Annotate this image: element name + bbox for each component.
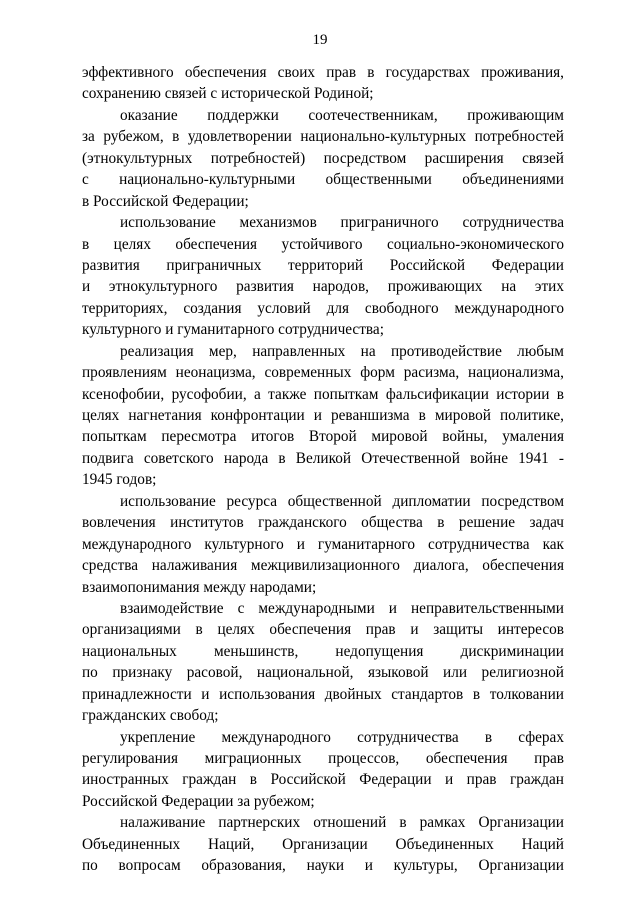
text-line: 1945 годов; xyxy=(82,471,157,489)
text-line: укрепление международного сотрудничества в сферах xyxy=(120,728,564,746)
text-line: Российской Федерации за рубежом; xyxy=(82,792,315,810)
page-number: 19 xyxy=(312,32,328,48)
paragraph xyxy=(82,105,564,212)
paragraph xyxy=(82,598,564,727)
text-line: использование механизмов приграничного сотрудничества xyxy=(120,214,564,232)
paragraph xyxy=(82,727,564,813)
paragraph xyxy=(82,341,564,491)
text-line: реализация мер, направленных на противодействие любым xyxy=(120,342,564,360)
paragraph xyxy=(82,812,564,876)
text-line: ксенофобии, русофобии, а также попыткам фальсификации истории в xyxy=(82,385,564,403)
text-line: по вопросам образования, науки и культуры, Организации xyxy=(82,857,564,875)
paragraph xyxy=(82,212,564,341)
text-line: регулирования миграционных процессов, обеспечения прав xyxy=(82,750,564,767)
text-line: иностранных граждан в Российской Федерации и прав граждан xyxy=(82,771,564,789)
document-body xyxy=(82,62,564,877)
text-line: и этнокультурного развития народов, проживающих на этих xyxy=(82,278,564,296)
text-line: взаимопонимания между народами; xyxy=(82,578,317,596)
text-line: подвига советского народа в Великой Отечественной войне 1941 - xyxy=(82,449,564,467)
text-line: международного культурного и гуманитарного сотрудничества как xyxy=(82,535,564,553)
text-line: в Российской Федерации; xyxy=(82,192,249,210)
text-line: сохранению связей с исторической Родиной; xyxy=(82,85,374,103)
text-line: гражданских свобод; xyxy=(82,707,219,725)
text-line: проявлениям неонацизма, современных форм расизма, национализма, xyxy=(82,364,564,382)
text-line: Объединенных Наций, Организации Объединенных Наций xyxy=(82,835,564,853)
text-line: развития приграничных территорий Российской Федерации xyxy=(82,256,564,274)
text-line: культурного и гуманитарного сотрудничества; xyxy=(82,321,384,339)
text-line: принадлежности и использования двойных стандартов в толковании xyxy=(82,685,564,703)
text-line: (этнокультурных потребностей) посредством расширения связей xyxy=(82,149,564,167)
text-line: организациями в целях обеспечения прав и защиты интересов xyxy=(82,621,564,639)
text-line: попыткам пересмотра итогов Второй мировой войны, умаления xyxy=(82,428,564,446)
text-line: использование ресурса общественной дипломатии посредством xyxy=(120,492,564,510)
text-line: за рубежом, в удовлетворении национально-культурных потребностей xyxy=(82,128,564,146)
text-line: оказание поддержки соотечественникам, проживающим xyxy=(120,106,564,124)
text-line: национальных меньшинств, недопущения дискриминации xyxy=(82,642,564,660)
text-line: взаимодействие с международными и неправительственными xyxy=(120,599,564,617)
paragraph xyxy=(82,62,564,105)
text-line: эффективного обеспечения своих прав в государствах проживания, xyxy=(82,64,564,81)
text-line: налаживание партнерских отношений в рамках Организации xyxy=(120,814,564,832)
text-line: целях нагнетания конфронтации и реваншизма в мировой политике, xyxy=(82,407,564,424)
text-line: средства налаживания межцивилизационного диалога, обеспечения xyxy=(82,557,564,575)
text-line: вовлечения институтов гражданского общества в решение задач xyxy=(82,514,564,532)
text-line: по признаку расовой, национальной, языковой или религиозной xyxy=(82,664,564,682)
paragraph xyxy=(82,491,564,598)
text-line: в целях обеспечения устойчивого социально-экономического xyxy=(82,235,564,253)
text-line: с национально-культурными общественными объединениями xyxy=(82,171,564,189)
text-line: территориях, создания условий для свободного международного xyxy=(82,299,564,317)
